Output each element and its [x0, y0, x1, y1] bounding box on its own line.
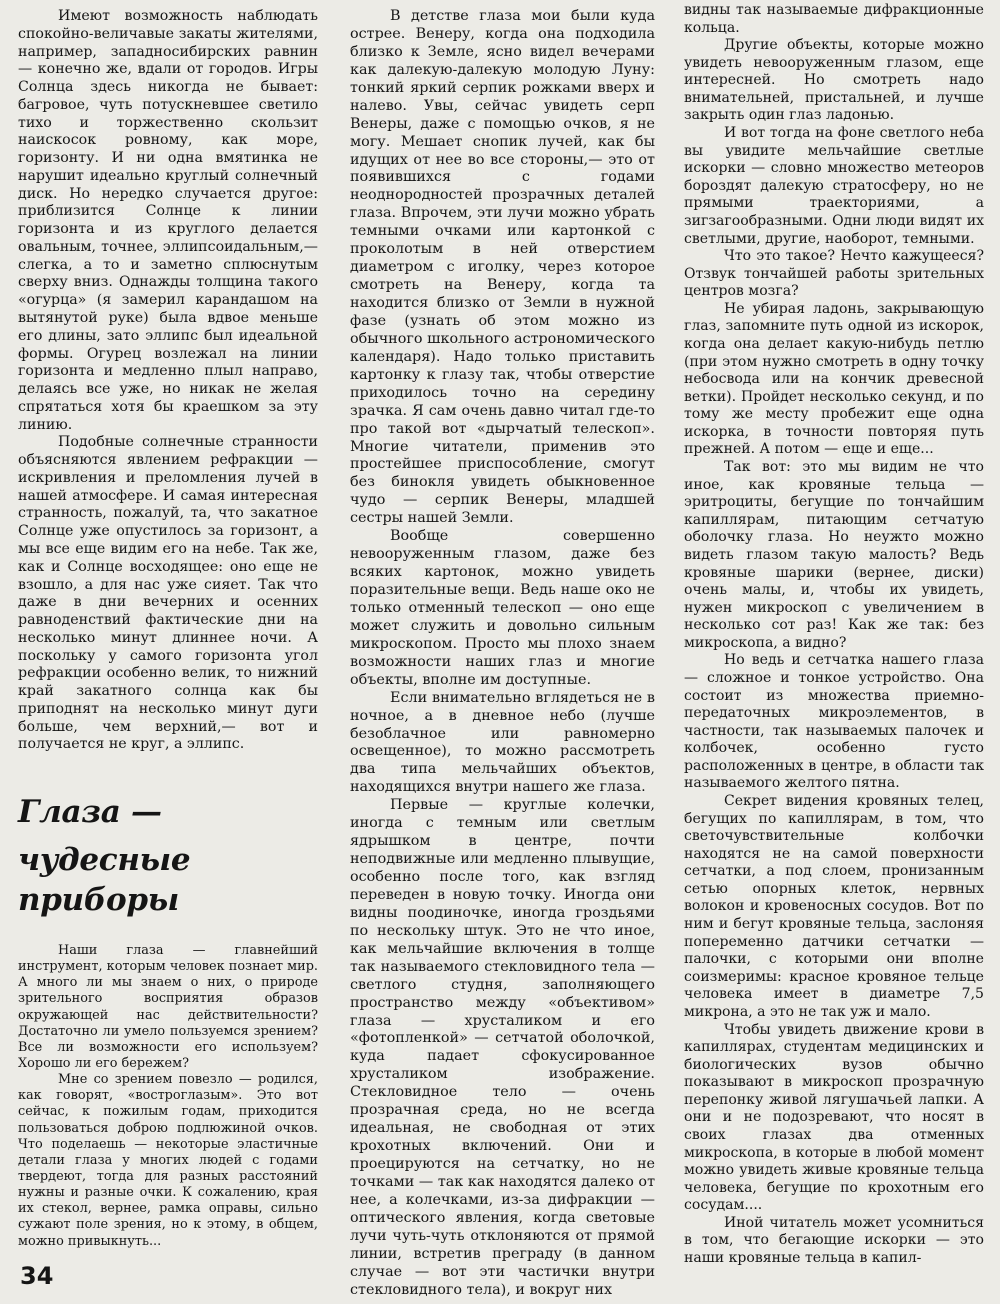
paragraph: Первые — круглые колечки, иногда с темным или светлым ядрышком в центре, почти неподвижные или медленно плывущие, особенно после того, как взгляд переведен в новую точку. Иногда они видны поодиночке, иногда гроздьями по нескольку штук. Это не что иное, как мельчайшие включения в толще так называемого стекловидного тела — светлого студня, заполняющего пространство между «объективом» глаза — хрусталиком и его «фотопленкой» — сетчатой оболочкой, куда падает сфокусированное хрусталиком изображение. Стекловидное тело — очень прозрачная среда, но не всегда идеальная, не свободная от этих крохотных включений. Они и проецируются на сетчатку, но не точками — так как находятся далеко от нее, а колечками, из-за дифракции — оптического явления, когда световые лучи чуть-чуть отклоняются от прямой линии, встретив преграду (в данном случае — вот эти частички внутри стекловидного тела), и вокруг них [350, 797, 655, 1298]
text-column-left-article2 [18, 943, 318, 1250]
paragraph: Вообще совершенно невооруженным глазом, даже без всяких картонок, можно увидеть поразительные вещи. Ведь наше око не только отменный телескоп — оно еще может служить и довольно сильным микроскопом. Просто мы плохо знаем возможности наших глаз и многие объекты, вполне им доступные. [350, 528, 655, 688]
paragraph: Иной читатель может усомниться в том, что бегающие искорки — это наши кровяные тельца в капил- [684, 1214, 984, 1267]
paragraph: Что это такое? Нечто кажущееся? Отзвук тончайшей работы зрительных центров мозга? [684, 248, 984, 300]
article-title-line1: Глаза — [18, 794, 162, 830]
page-number: 34 [20, 1262, 54, 1290]
paragraph: И вот тогда на фоне светлого неба вы увидите мельчайшие светлые искорки — словно множество метеоров бороздят далекую стратосферу, но не прямыми траекториями, а зигзагообразными. Одни люди видят их светлыми, другие, наоборот, темными. [684, 125, 984, 247]
article-title [18, 792, 338, 920]
text-column-middle [350, 8, 655, 1300]
paragraph: Мне со зрением повезло — родился, как говорят, «востроглазым». Это вот сейчас, к пожилым годам, приходится пользоваться доброю подлюжиной очков. Что поделаешь — некоторые эластичные детали глаза у многих людей с годами твердеют, тогда для разных расстояний нужны и разные очки. К сожалению, края их стекол, вернее, рамка оправы, сильно сужают поле зрения, но к этому, в общем, можно привыкнуть... [18, 1072, 318, 1249]
paragraph: Наши глаза — главнейший инструмент, которым человек познает мир. А много ли мы знаем о них, о природе зрительного восприятия образов окружающей нас действительности? Достаточно ли умело пользуемся зрением? Все ли возможности его используем? Хорошо ли его бережем? [18, 943, 318, 1071]
paragraph: Если внимательно вглядеться не в ночное, а в дневное небо (лучше безоблачное или равномерно освещенное), то можно рассмотреть два типа мельчайших объектов, находящихся внутри нашего же глаза. [350, 689, 655, 796]
paragraph: Имеют возможность наблюдать спокойно-величавые закаты жителями, например, западносибирских равнин — конечно же, вдали от городов. Игры Солнца здесь никогда не бывает: багровое, чуть потускневшее светило тихо и торжественно скользит наискосок ровному, как море, горизонту. И ни одна вмятинка не нарушит идеально круглый солнечный диск. Но нередко случается другое: приблизится Солнце к линии горизонта и из круглого делается овальным, точнее, эллипсоидальным,— слегка, а то и заметно сплюснутым сверху вниз. Однажды толщина такого «огурца» (я замерил карандашом на вытянутой руке) была вдвое меньше его длины, зато эллипс был идеальной формы. Огурец возлежал на линии горизонта и медленно плыл направо, делаясь все уже, но никак не желая спрятаться хотя бы краешком за эту линию. [18, 8, 318, 433]
paragraph: Не убирая ладонь, закрывающую глаз, запомните путь одной из искорок, когда она делает какую-нибудь петлю (при этом нужно смотреть в одну точку небосвода или на кончик древесной ветки). Пройдет несколько секунд, и по тому же месту пробежит еще одна искорка, в точности повторяя путь прежней. А потом — еще и еще... [684, 300, 984, 458]
paragraph: Другие объекты, которые можно увидеть невооруженным глазом, еще интересней. Но смотреть надо внимательней, пристальней, и лучше закрыть один глаз ладонью. [684, 37, 984, 124]
paragraph: Подобные солнечные странности объясняются явлением рефракции — искривления и преломления лучей в нашей атмосфере. И самая интересная странность, пожалуй, та, что закатное Солнце уже опустилось за горизонт, а мы все еще видим его на небе. Так же, как и Солнце восходящее: оно еще не взошло, а для нас уже сияет. Так что даже в дни вечерних и осенних равноденствий фактические дни на несколько минут длиннее ночи. А поскольку у самого горизонта угол рефракции особенно велик, то нижний край закатного солнца как бы приподнят на несколько минут дуги больше, чем верхний,— вот и получается не круг, а эллипс. [18, 434, 318, 753]
text-column-left [18, 8, 318, 754]
paragraph: Так вот: это мы видим не что иное, как кровяные тельца — эритроциты, бегущие по тончайшим капиллярам, питающим сетчатую оболочку глаза. Но неужто можно видеть глазом такую малость? Ведь кровяные шарики (вернее, диски) очень малы, и, чтобы их увидеть, нужен микроскоп с увеличением в несколько сот раз! Как же так: без микроскопа, а видно? [684, 459, 984, 651]
article-title-line2: чудесные приборы [18, 842, 191, 918]
paragraph: Но ведь и сетчатка нашего глаза — сложное и тонкое устройство. Она состоит из множества приемно-передаточных микроэлементов, в частности, так называемых палочек и колбочек, особенно густо расположенных в центре, в области так называемого желтого пятна. [684, 652, 984, 792]
paragraph: видны так называемые дифракционные кольца. [684, 2, 984, 36]
text-column-right [684, 2, 984, 1268]
paragraph: Секрет видения кровяных телец, бегущих по капиллярам, в том, что светочувствительные колбочки находятся не на самой поверхности сетчатки, а под слоем, пронизанным сетью опорных клеток, нервных волокон и кровеносных сосудов. Вот по ним и бегут кровяные тельца, заслоняя попеременно датчики сетчатки — палочки, с которыми они вполне соизмеримы: красное кровяное тельце человека имеет в диаметре 7,5 микрона, а это не так уж и мало. [684, 793, 984, 1020]
paragraph: Чтобы увидеть движение крови в капиллярах, студентам медицинских и биологических вузов обычно показывают в микроскоп прозрачную перепонку живой лягушачьей лапки. А они и не подозревают, что носят в своих глазах два отменных микроскопа, в которые в любой момент можно увидеть живые кровяные тельца человека, бегущие по крохотным его сосудам.... [684, 1021, 984, 1214]
paragraph: В детстве глаза мои были куда острее. Венеру, когда она подходила близко к Земле, ясно видел вечерами как далекую-далекую молодую Луну: тонкий яркий серпик рожками вверх и налево. Увы, сейчас увидеть серп Венеры, даже с помощью очков, я не могу. Мешает снопик лучей, как бы идущих от нее во все стороны,— это от появившихся с годами неоднородностей прозрачных деталей глаза. Впрочем, эти лучи можно убрать темными очками или картонкой с проколотым в ней отверстием диаметром с иголку, через которое смотреть на Венеру, когда та находится близко от Земли в нужной фазе (узнать об этом можно из обычного школьного астрономического календаря). Надо только приставить картонку к глазу так, чтобы отверстие приходилось точно на середину зрачка. Я сам очень давно читал где-то про такой вот «дырчатый телескоп». Многие читатели, применив это простейшее приспособление, смогут без бинокля увидеть обыкновенное чудо — серпик Венеры, младшей сестры нашей Земли. [350, 8, 655, 527]
